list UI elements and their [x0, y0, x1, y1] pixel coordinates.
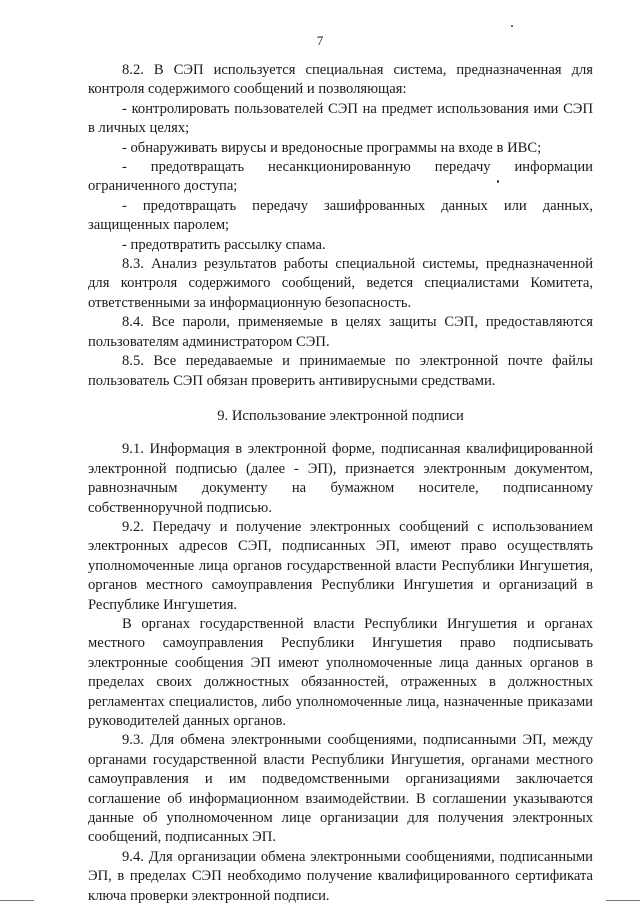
paragraph-8-5: 8.5. Все передаваемые и принимаемые по электронной почте файлы пользователь СЭП обязан проверить антивирусными средствами. [88, 353, 593, 389]
paragraph-8-2: 8.2. В СЭП используется специальная система, предназначенная для контроля содержимого сообщений и позволяющая: [88, 62, 593, 98]
scan-speck [511, 25, 513, 27]
scan-edge-mark [0, 900, 34, 901]
paragraph-8-3: 8.3. Анализ результатов работы специальной системы, предназначенной для контроля содержимого сообщений, ведется специалистами Комитета, ответственными за информационную безопасность. [88, 256, 593, 311]
scan-speck [497, 180, 499, 183]
paragraph-9-2: 9.2. Передачу и получение электронных сообщений с использованием электронных адресов СЭП, подписанных ЭП, имеют право осуществлять уполномоченные лица органов государственной власти Республики Ингушетия, органов местного самоуправления Республики Ингушетия и организаций в Республике Ингушетия. [88, 518, 593, 613]
list-item: - предотвратить рассылку спама. [122, 236, 326, 253]
paragraph-9-4: 9.4. Для организации обмена электронными сообщениями, подписанными ЭП, в пределах СЭП необходимо получение квалифицированного сертификата ключа проверки электронной подписи. [88, 848, 593, 904]
paragraph-9-1: 9.1. Информация в электронной форме, подписанная квалифицированной электронной подписью (далее - ЭП), признается электронным документом, равнозначным документу на бумажном носителе, подписанному собственноручной подписью. [88, 441, 593, 516]
paragraph-9-2-cont: В органах государственной власти Республики Ингушетия и органах местного самоуправления Республики Ингушетия право подписывать электронные сообщения ЭП имеют уполномоченные лица данных органов в пределах своих должностных обязанностей, отраженных в должностных регламентах специалистов, либо уполномоченные лица, назначенные приказами руководителей данных органов. [88, 615, 593, 729]
document-body [88, 61, 593, 906]
paragraph-8-4: 8.4. Все пароли, применяемые в целях защиты СЭП, предоставляются пользователям администратором СЭП. [88, 314, 593, 350]
section-title: 9. Использование электронной подписи [217, 407, 464, 424]
paragraph-9-3: 9.3. Для обмена электронными сообщениями, подписанными ЭП, между органами государственной власти Республики Ингушетия, органами местного самоуправления и им подведомственными организациями заключается соглашение об информационном взаимодействии. В соглашении указываются данные об уполномоченном лице организации для получения электронных сообщений, подписанных ЭП. [88, 732, 593, 846]
scan-edge-mark [606, 900, 640, 901]
list-item: - контролировать пользователей СЭП на предмет использования ими СЭП в личных целях; [88, 100, 593, 137]
list-item: - предотвращать несанкционированную передачу информации ограниченного доступа; [88, 159, 593, 195]
page-number: 7 [316, 33, 324, 48]
list-item: - обнаруживать вирусы и вредоносные программы на входе в ИВС; [122, 139, 542, 156]
list-item: - предотвращать передачу зашифрованных данных или данных, защищенных паролем; [88, 197, 593, 234]
